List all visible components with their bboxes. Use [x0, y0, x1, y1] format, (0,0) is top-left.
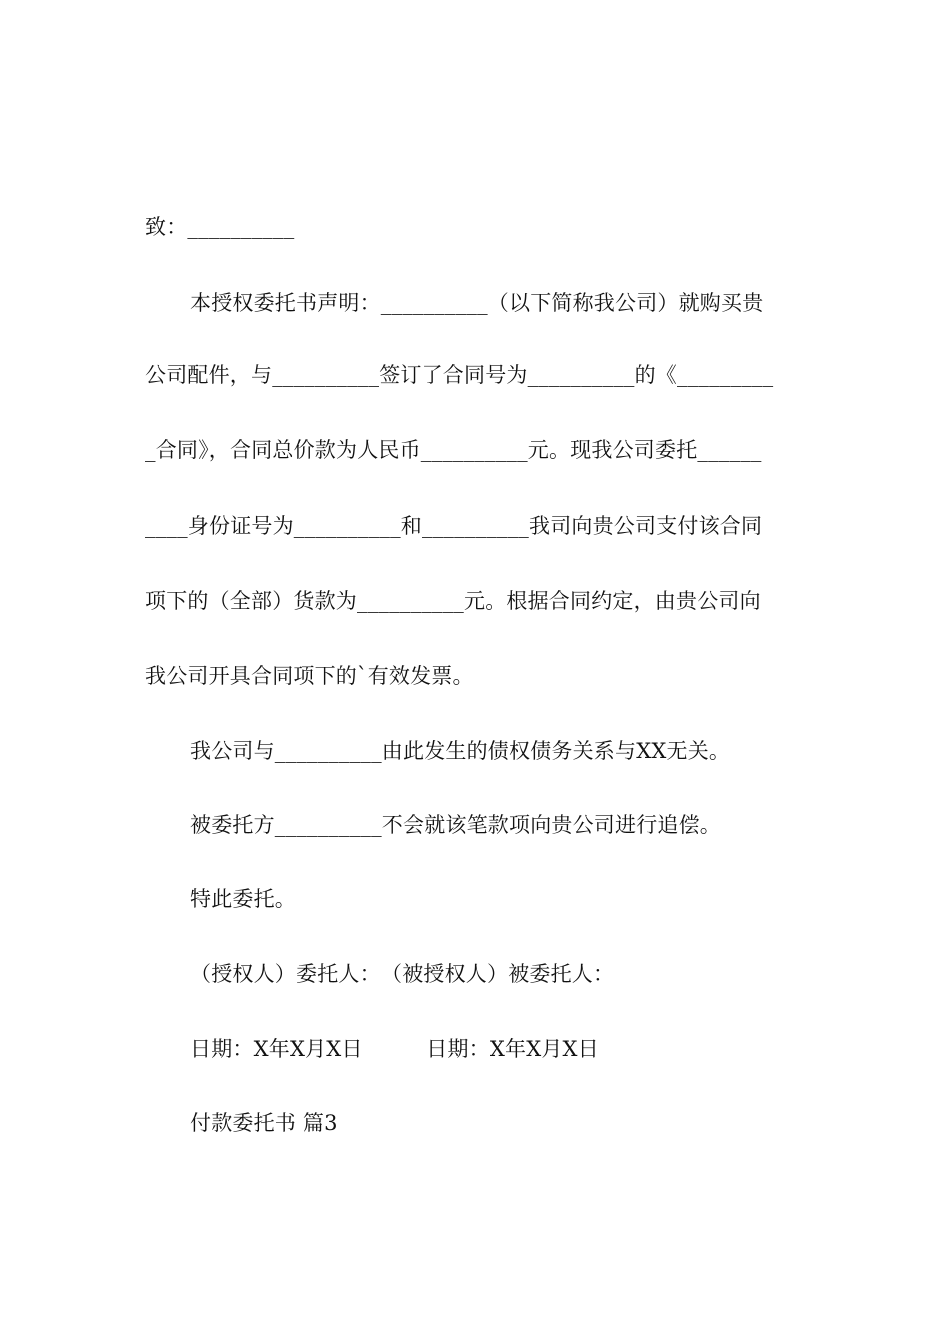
body-paragraph-line-2: 公司配件，与__________签订了合同号为__________的《_________	[145, 363, 774, 387]
date-line: 日期：X年X月X日 日期：X年X月X日	[190, 1037, 599, 1061]
closing-phrase: 特此委托。	[190, 887, 296, 911]
body-paragraph-line-4: ____身份证号为__________和__________我司向贵公司支付该合同	[145, 514, 763, 538]
body-paragraph-line-3: _合同》，合同总价款为人民币__________元。现我公司委托______	[145, 438, 762, 462]
liability-statement: 我公司与__________由此发生的债权债务关系与XX无关。	[190, 739, 731, 763]
section-heading: 付款委托书 篇3	[190, 1111, 338, 1135]
body-paragraph-line-5: 项下的（全部）货款为__________元。根据合同约定，由贵公司向	[145, 589, 761, 613]
non-recourse-statement: 被委托方__________不会就该笔款项向贵公司进行追偿。	[190, 813, 721, 837]
body-paragraph-line-1: 本授权委托书声明：__________（以下简称我公司）就购买贵	[190, 291, 764, 315]
signatory-line: （授权人）委托人： （被授权人）被委托人：	[190, 962, 615, 986]
body-paragraph-line-6: 我公司开具合同项下的`有效发票。	[145, 664, 474, 688]
salutation-line: 致：__________	[145, 215, 295, 239]
